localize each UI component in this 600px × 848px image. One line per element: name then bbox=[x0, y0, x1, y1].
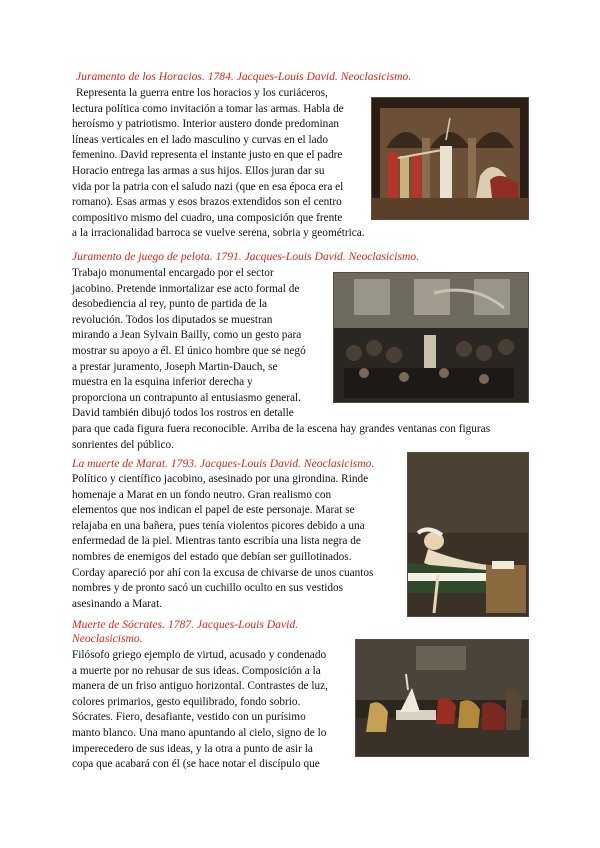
section-text-horacios: Representa la guerra entre los horacios y los curiáceros, lectura política como invitación a tomar las armas. Habla de heroísmo y patriotismo. Interior austero donde predominan líneas verticales en el lado masculino y curvas en el lado femenino. David representa el instante justo en que el padre Horacio entrega las armas a sus hijos. Ellos juran dar su vida por la patria con el saludo nazi (que en esa época era el romano). Esas armas y esos brazos extendidos son el centro compositivo mismo del cuadro, una composición que frente a la irracionalidad barroca se vuelve serena, sobria y geométrica. bbox=[72, 87, 365, 240]
section-title-juego-de-pelota: Juramento de juego de pelota. 1791. Jacques-Louis David. Neoclasicismo. bbox=[72, 250, 420, 263]
section-text-marat: Político y científico jacobino, asesinado por una girondina. Rinde homenaje a Marat en un fondo neutro. Gran realismo con elementos que nos indican el papel de este personaje. Marat se relajaba en una bañera, pues tenía violentos picores debido a una enfermedad de la piel. Mientras tanto escribía una lista negra de nombres de enemigos del estado que debían ser guillotinados. Corday apareció por ahí con la excusa de chivarse de unos cuantos nombres y de pronto sacó un cuchillo oculto en sus vestidos asesinando a Marat. bbox=[72, 473, 374, 610]
painting-death-of-marat bbox=[407, 452, 529, 617]
section-text-juego-de-pelota: Trabajo monumental encargado por el sector jacobino. Pretende inmortalizar ese acto formal de desobediencia al rey, punto de partida de la revolución. Todos los diputados se muestran mirando a Jean Sylvain Bailly, como un gesto para mostrar su apoyo a él. El único hombre que se negó a prestar juramento, Joseph Martin-Dauch, se muestra en la esquina inferior derecha y proporciona un contrapunto al entusiasmo general. David también dibujó todos los rostros en detalle para que cada figura fuera reconocible. Arriba de la escena hay grandes ventanas con figuras sonrientes del público. bbox=[72, 267, 491, 451]
section-title-socrates: Muerte de Sócrates. 1787. Jacques-Louis David. Neoclasicismo. bbox=[72, 618, 299, 645]
section-title-marat: La muerte de Marat. 1793. Jacques-Louis David. Neoclasicismo. bbox=[72, 457, 375, 470]
section-text-socrates: Filósofo griego ejemplo de virtud, acusado y condenado a muerte por no rehusar de sus ideas. Composición a la manera de un friso antiguo horizontal. Contrastes de luz, colores primarios, gesto equilibrado, fondo sobrio. Sócrates. Fiero, desafiante, vestido con un purísimo manto blanco. Una mano apuntando al cielo, signo de lo imperecedero de sus ideas, y la otra a punto de asir la copa que acabará con él (se hace notar el discípulo que bbox=[72, 649, 328, 771]
painting-death-of-socrates bbox=[355, 639, 529, 757]
painting-tennis-court-oath bbox=[333, 272, 529, 403]
painting-oath-of-horatii bbox=[371, 97, 529, 220]
section-title-horacios: Juramento de los Horacios. 1784. Jacques-Louis David. Neoclasicismo. bbox=[76, 70, 412, 83]
